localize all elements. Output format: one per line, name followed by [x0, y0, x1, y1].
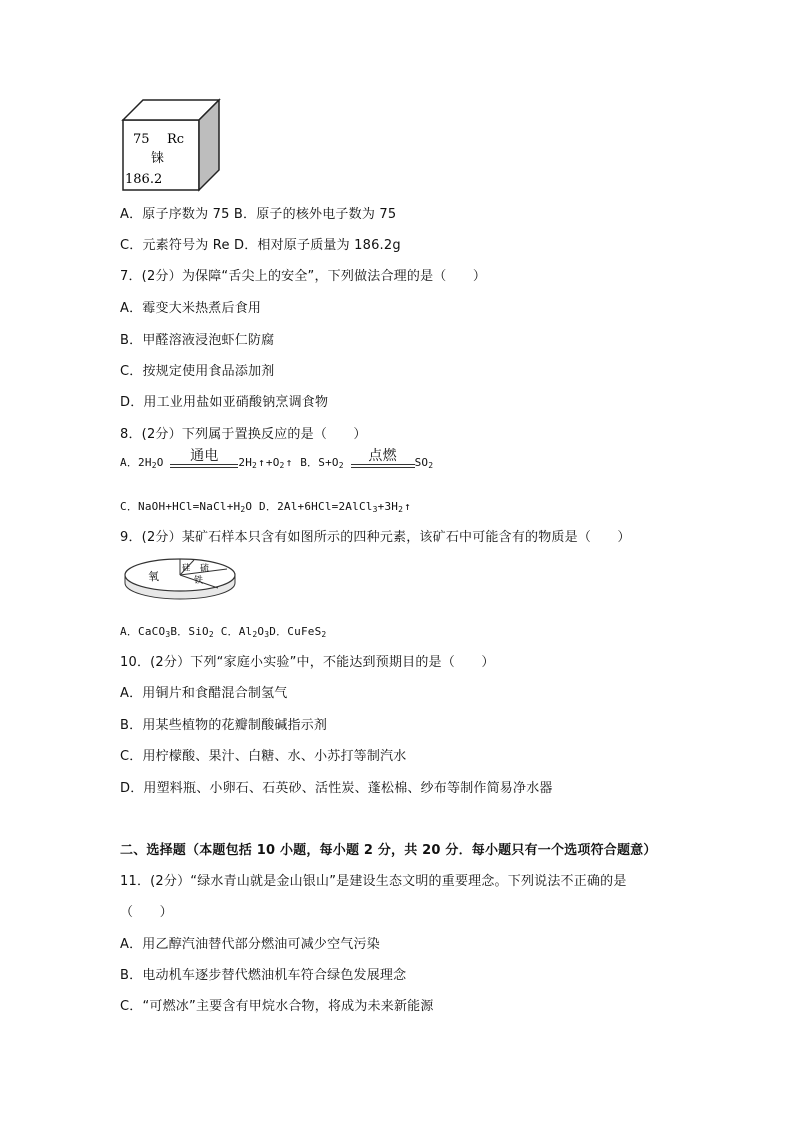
q7-option-a: A．霉变大米热煮后食用 [120, 301, 262, 316]
q11-stem-cont: （ ） [120, 905, 173, 920]
element-name: 铼 [151, 151, 165, 166]
element-symbol: Rc [167, 132, 185, 147]
q10-option-d: D．用塑料瓶、小卵石、石英砂、活性炭、蓬松棉、纱布等制作简易净水器 [120, 781, 553, 796]
q6-options-line1: A．原子序数为 75 B．原子的核外电子数为 75 [120, 207, 397, 222]
q9-options: A．CaCO$_3$B．SiO$_2$ C．$Al_2O_3D$．CuFeS$_2$ [120, 625, 327, 639]
q11-stem: 11．(2分）“绿水青山就是金山银山”是建设生态文明的重要理念。下列说法不正确的是 [120, 874, 627, 889]
element-pie-chart [122, 555, 238, 605]
gas-arrow-icon: ↑ [285, 456, 293, 469]
q7-stem: 7．(2分）为保障“舌尖上的安全”，下列做法合理的是（ ） [120, 269, 487, 284]
element-card-figure [117, 98, 221, 194]
pie-label-sulfur: 硫 [200, 564, 210, 574]
q8-a-label: A． [120, 456, 139, 469]
q8-b-label: B． [300, 456, 319, 469]
electrolysis-condition: 通电 [170, 449, 238, 472]
q7-option-b: B．甲醛溶液浸泡虾仁防腐 [120, 333, 275, 348]
q6-options-line2: C．元素符号为 Re D．相对原子质量为 186.2g [120, 238, 401, 253]
section2-heading: 二、选择题（本题包括 10 小题，每小题 2 分，共 20 分．每小题只有一个选项符合题意） [120, 843, 657, 858]
q10-option-b: B．用某些植物的花瓣制酸碱指示剂 [120, 718, 328, 733]
q8-stem: 8．(2分）下列属于置换反应的是（ ） [120, 427, 367, 442]
ignition-condition: 点燃 [351, 449, 415, 472]
element-mass: 186.2 [125, 172, 163, 187]
q9-stem: 9．(2分）某矿石样本只含有如图所示的四种元素，该矿石中可能含有的物质是（ ） [120, 530, 631, 545]
q7-option-c: C．按规定使用食品添加剂 [120, 364, 275, 379]
q8-options-cd: C．$NaOH+HCl=NaCl+H_2O$ D．$2Al+6HCl=2AlCl_3+3H_2↑$ [120, 500, 411, 514]
pie-label-silicon: 硅 [182, 563, 190, 572]
q7-option-d: D．用工业用盐如亚硝酸钠烹调食物 [120, 395, 329, 410]
gas-arrow-icon: ↑ [258, 456, 265, 469]
element-number: 75 [133, 132, 150, 147]
q10-stem: 10．(2分）下列“家庭小实验”中，不能达到预期目的是（ ） [120, 655, 495, 670]
q8-options-ab: A．$2H_2O$ 通电 $2H_2↑+O_2↑$ B．$S+O_2$ 点燃 $SO_2$ [120, 448, 434, 470]
pie-label-oxygen: 氧 [148, 570, 159, 583]
q11-option-a: A．用乙醇汽油替代部分燃油可减少空气污染 [120, 937, 380, 952]
pie-label-iron: 铁 [194, 576, 204, 586]
q11-option-b: B．电动机车逐步替代燃油机车符合绿色发展理念 [120, 968, 407, 983]
gas-arrow-icon: ↑ [404, 500, 411, 513]
q11-option-c: C．“可燃冰”主要含有甲烷水合物，将成为未来新能源 [120, 999, 434, 1014]
q10-option-a: A．用铜片和食醋混合制氢气 [120, 686, 288, 701]
q10-option-c: C．用柠檬酸、果汁、白糖、水、小苏打等制汽水 [120, 749, 407, 764]
